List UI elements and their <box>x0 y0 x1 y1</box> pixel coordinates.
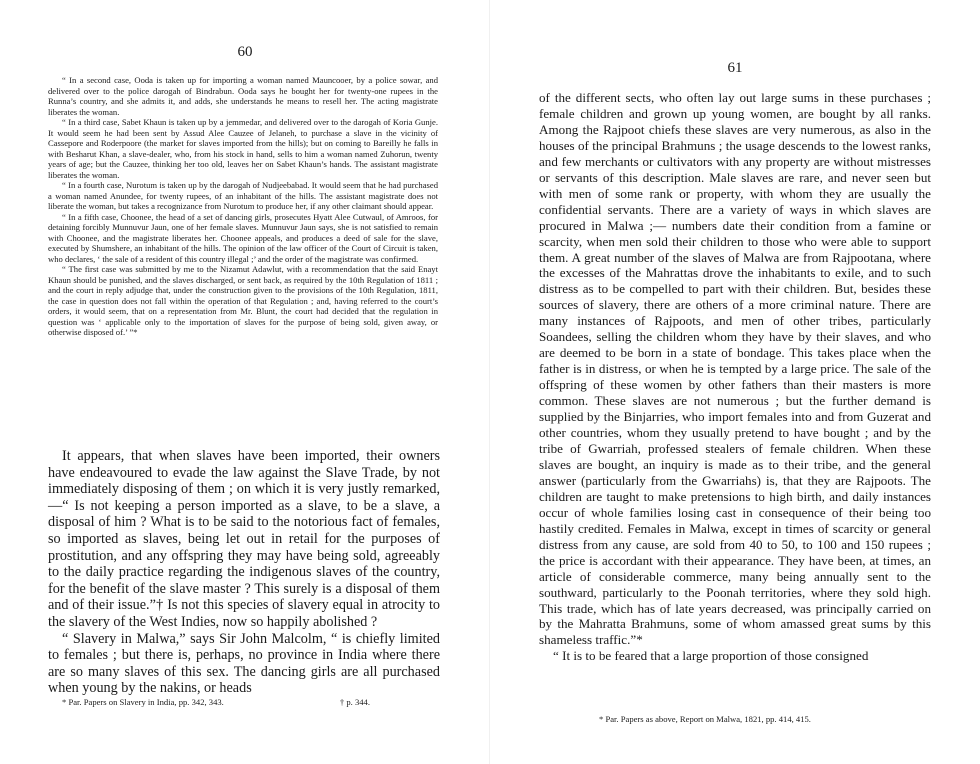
right-page <box>490 0 980 764</box>
footnote: * Par. Papers on Slavery in India, pp. 342, 343. <box>62 697 224 707</box>
footnote: * Par. Papers as above, Report on Malwa, 1821, pp. 414, 415. <box>599 714 811 724</box>
footnote-dagger: † p. 344. <box>339 697 370 707</box>
body-text <box>48 448 440 697</box>
quote-paragraph: “ In a fourth case, Nurotum is taken up by the darogah of Nudjeebabad. It would seem that he had purchased a woman named Anundee, for twenty rupees, of an inhabitant of the hills. The assistant magistrate does not liberate the woman, but takes a recognizance from Nurotum to produce her, if any other claimant should appear. <box>48 180 438 211</box>
page-number: 61 <box>727 60 743 76</box>
quote-paragraph: “ The first case was submitted by me to the Nizamut Adawlut, with a recommendation that the said Enayt Khaun should be punished, and the slaves discharged, or sent back, as required by the 10th Regulation of 1811 ; and the court in reply adjudge that, under the construction given to the provisions of the 10th Regulation, 1811, the case in question does not fall within the operation of that Regulation ; and, having referred to the court’s orders, it would seem, that on a representation from Mr. Blunt, the court had decided that the regulation in question was ‘ applicable only to the importation of slaves for the purpose of being sold, given away, or otherwise disposed of.’ ”* <box>48 264 438 337</box>
body-paragraph: It appears, that when slaves have been imported, their owners have endeavoured to evade the law against the Slave Trade, by not immediately disposing of them ; on which it is very justly remarked,—“ Is not keeping a person imported as a slave, to be a slave, a disposal of him ? What is to be said to the notorious fact of females, so imported as slaves, being let out in retail for the purposes of prostitution, and any offspring they may have being sold, agreeably to the daily practice regarding the indigenous slaves of the country, for the benefit of the slave master ? This surely is a disposal of them and of their issue.”† Is not this species of slavery equal in atrocity to the slavery of the West Indies, now so happily abolished ? <box>48 448 440 630</box>
quote-paragraph: “ In a third case, Sabet Khaun is taken up by a jemmedar, and delivered over to the darogah of Koria Gunje. It would seem he had been sent by Assud Alee Cauzee of Jelaneh, to purchase a slave in the vicinity of Cassepore and Roderpoore (the market for slaves imported from the hills); but on coming to Bareilly he falls in with Besharut Khan, a slave-dealer, who, from his stock in hand, sells to him a woman named Zuhorun, twenty years of age; but the Cauzee, thinking her too old, leaves her on Sabet Khaun’s hands. The assistant magistrate liberates the woman. <box>48 117 438 180</box>
quote-paragraph: “ In a fifth case, Choonee, the head of a set of dancing girls, prosecutes Hyatt Alee Cutwaul, of Amroos, for detaining forcibly Munnuvur Jaun, one of her female slaves. Munnuvur Jaun says, she is not satisfied to remain with Choonee, and the magistrate liberates her. Choonee appeals, and produces a deed of sale for the slave, executed by Shumshere, an inhabitant of the hills. The opinion of the law officer of the Court of Circuit is taken, who declares, ‘ the sale of a resident of this country illegal ;’ and the order of the magistrate was confirmed. <box>48 211 438 264</box>
body-paragraph: of the different sects, who often lay out large sums in these purchases ; female children and grown up young women, are bought by all ranks. Among the Rajpoot chiefs these slaves are very numerous, as also in the houses of the principal Brahmuns ; the usage descends to the lowest ranks, and few merchants or cultivators with any property are without mistresses or servants of this description. Male slaves are rare, and never seen but with men of some rank or property, with whom they are usually the confidential servants. There are a variety of ways in which slaves are procured in Malwa ;— numbers date their condition from a famine or scarcity, when men sold their children to those who were able to support them. A great number of the slaves of Malwa are from Rajpootana, where the excesses of the Mahrattas drove the inhabitants to exile, and to such distress as to be compelled to part with their children. But, besides these sources of slavery, there are others of a more criminal nature. There are many instances of Rajpoots, and men of other tribes, particularly Soandees, selling the children whom they have by their slaves, and who are deemed to be born in a state of bondage. This takes place when the father is in distress, or when he is tempted by a large price. The sale of the offspring of these women by other fathers than their masters is more common. These slaves are not numerous ; but the further demand is supplied by the Binjarries, who import females into and from Guzerat and other countries, whom they usually pretend to have bought ; and by the tribe of Gwarriah, professed stealers of female children. When these slaves are bought, an inquiry is made as to their tribe, and the general answer (particularly from the Gwarriahs) is, that they are Rajpoots. The children are taught to make pretensions to high birth, and daily instances occur of whole families losing cast in consequence of their being too hastily credited. Females in Malwa, except in times of scarcity or general distress from any cause, are sold from 40 to 50, to 100 and 150 rupees ; the price is accordant with their appearance. They have been, at times, an article of considerable commerce, many being annually sent to the southward, particularly to the Poonah territories, where they sold high. This trade, which has of late years decreased, was principally carried on by the Mahratta Brahmuns, some of whom amassed great sums by this shameless traffic.”* <box>539 90 931 648</box>
footnotes <box>48 697 440 707</box>
body-text <box>539 90 931 664</box>
quoted-extract <box>48 75 438 338</box>
quote-paragraph: “ In a second case, Ooda is taken up for importing a woman named Mauncooer, by a police sowar, and delivered over to the police darogah of Bindrabun. Ooda says he bought her for twenty-one rupees in the Runna’s country, and she admits it, and adds, she understands he means to resell her. The acting magistrate liberates the woman. <box>48 75 438 117</box>
body-paragraph: “ It is to be feared that a large proportion of those consigned <box>553 648 869 664</box>
body-paragraph: “ Slavery in Malwa,” says Sir John Malcolm, “ is chiefly limited to females ; but there is, perhaps, no province in India where there are so many slaves of this sex. The dancing girls are all purchased when young by the nakins, or heads <box>48 630 440 697</box>
page-number: 60 <box>237 44 253 60</box>
